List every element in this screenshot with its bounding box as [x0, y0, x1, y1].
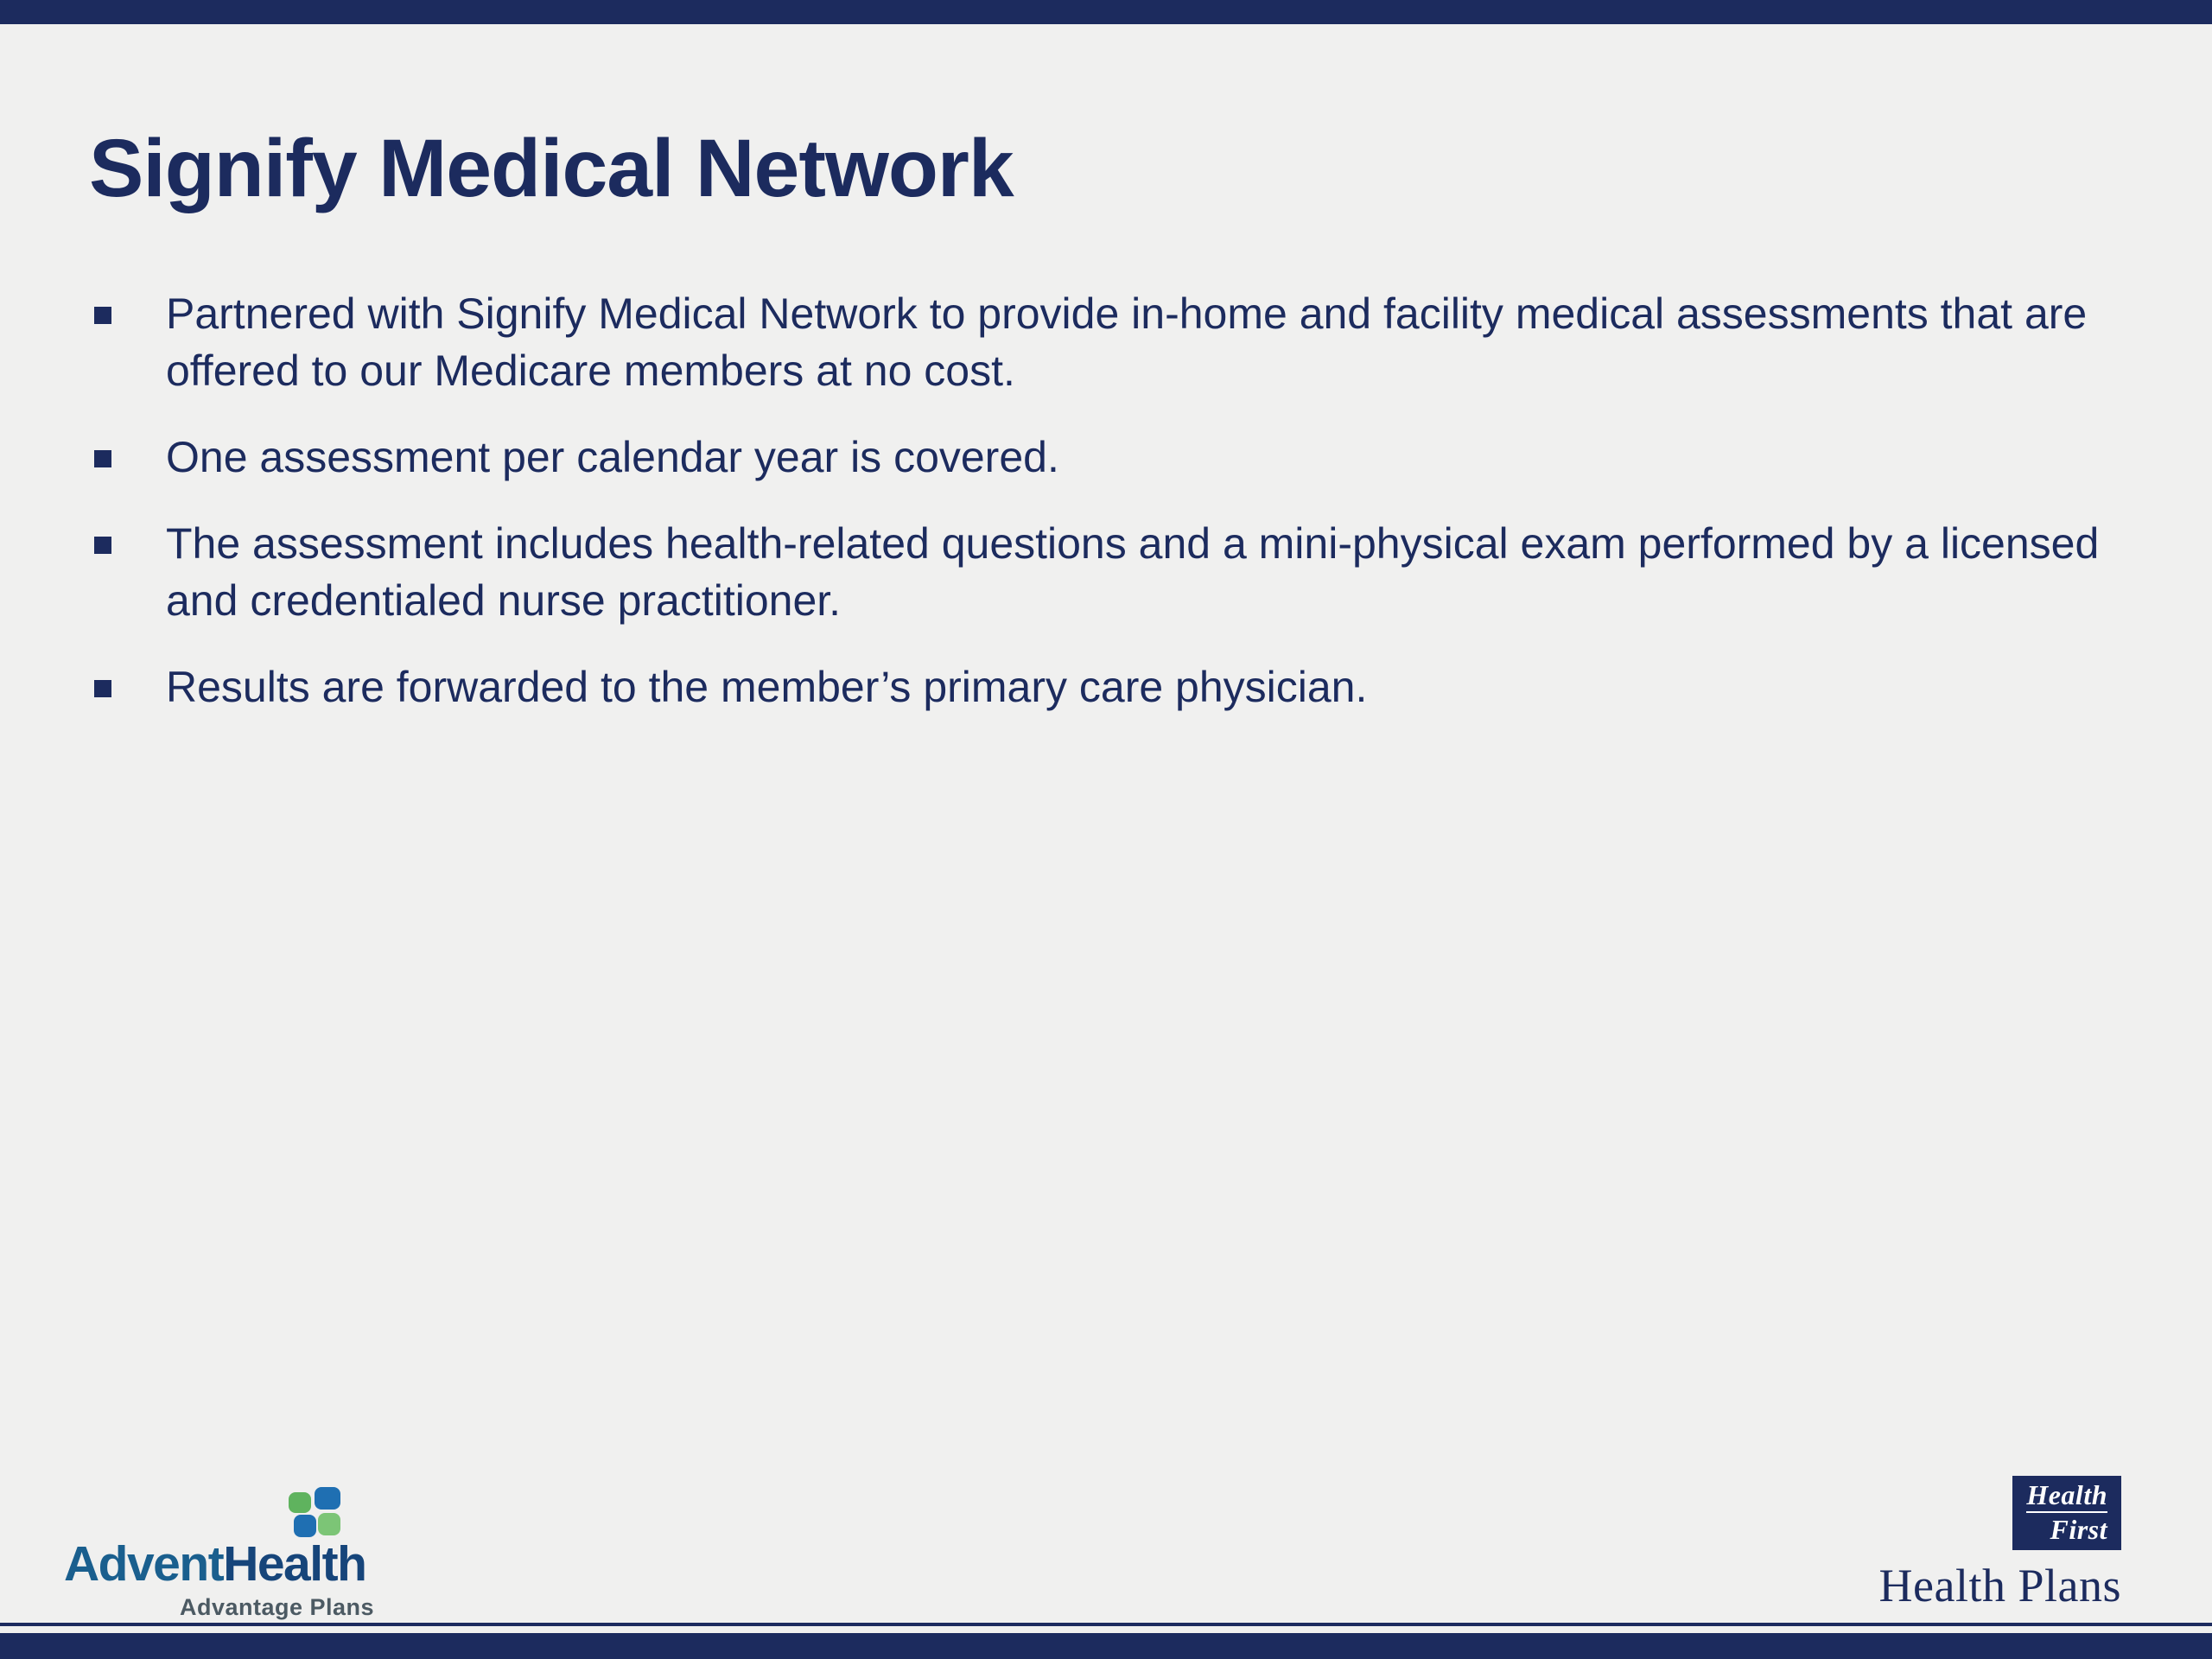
- square-bullet-icon: [94, 307, 111, 324]
- square-bullet-icon: [94, 450, 111, 467]
- list-item: [89, 285, 2102, 399]
- list-item-text: The assessment includes health-related questions and a mini-physical exam performed by a licensed and credentialed nurse practitioner.: [166, 519, 2100, 625]
- bottom-rule: [0, 1623, 2212, 1626]
- list-item-text: One assessment per calendar year is covered.: [166, 433, 1059, 481]
- healthfirst-badge-line1: Health: [2026, 1481, 2107, 1513]
- adventhealth-word-advent: Advent: [64, 1536, 224, 1592]
- adventhealth-flower-icon: [289, 1487, 342, 1539]
- adventhealth-tagline: Advantage Plans: [180, 1594, 375, 1620]
- petal-top-right: [315, 1487, 340, 1510]
- list-item: [89, 515, 2102, 629]
- list-item-text: Partnered with Signify Medical Network to provide in-home and facility medical assessments that are offered to our Medicare members at no cost.: [166, 289, 2088, 395]
- adventhealth-word-health: Health: [223, 1536, 366, 1592]
- petal-top-left: [289, 1492, 311, 1513]
- healthfirst-badge-line2: First: [2050, 1514, 2107, 1545]
- adventhealth-wordmark: [64, 1535, 365, 1592]
- top-accent-bar: [0, 0, 2212, 24]
- petal-bottom-left: [294, 1515, 316, 1537]
- list-item: [89, 658, 2102, 715]
- adventhealth-logo: [60, 1482, 406, 1620]
- square-bullet-icon: [94, 680, 111, 697]
- page-title: Signify Medical Network: [89, 122, 1014, 214]
- bottom-accent-bar: [0, 1633, 2212, 1659]
- square-bullet-icon: [94, 537, 111, 554]
- healthfirst-logo: [1758, 1476, 2121, 1611]
- healthfirst-name: Health Plans: [1878, 1560, 2121, 1611]
- list-item-text: Results are forwarded to the member’s primary care physician.: [166, 663, 1368, 711]
- petal-bottom-right: [318, 1513, 340, 1535]
- healthfirst-badge: [2012, 1476, 2121, 1550]
- bullet-list: [89, 285, 2102, 745]
- list-item: [89, 429, 2102, 486]
